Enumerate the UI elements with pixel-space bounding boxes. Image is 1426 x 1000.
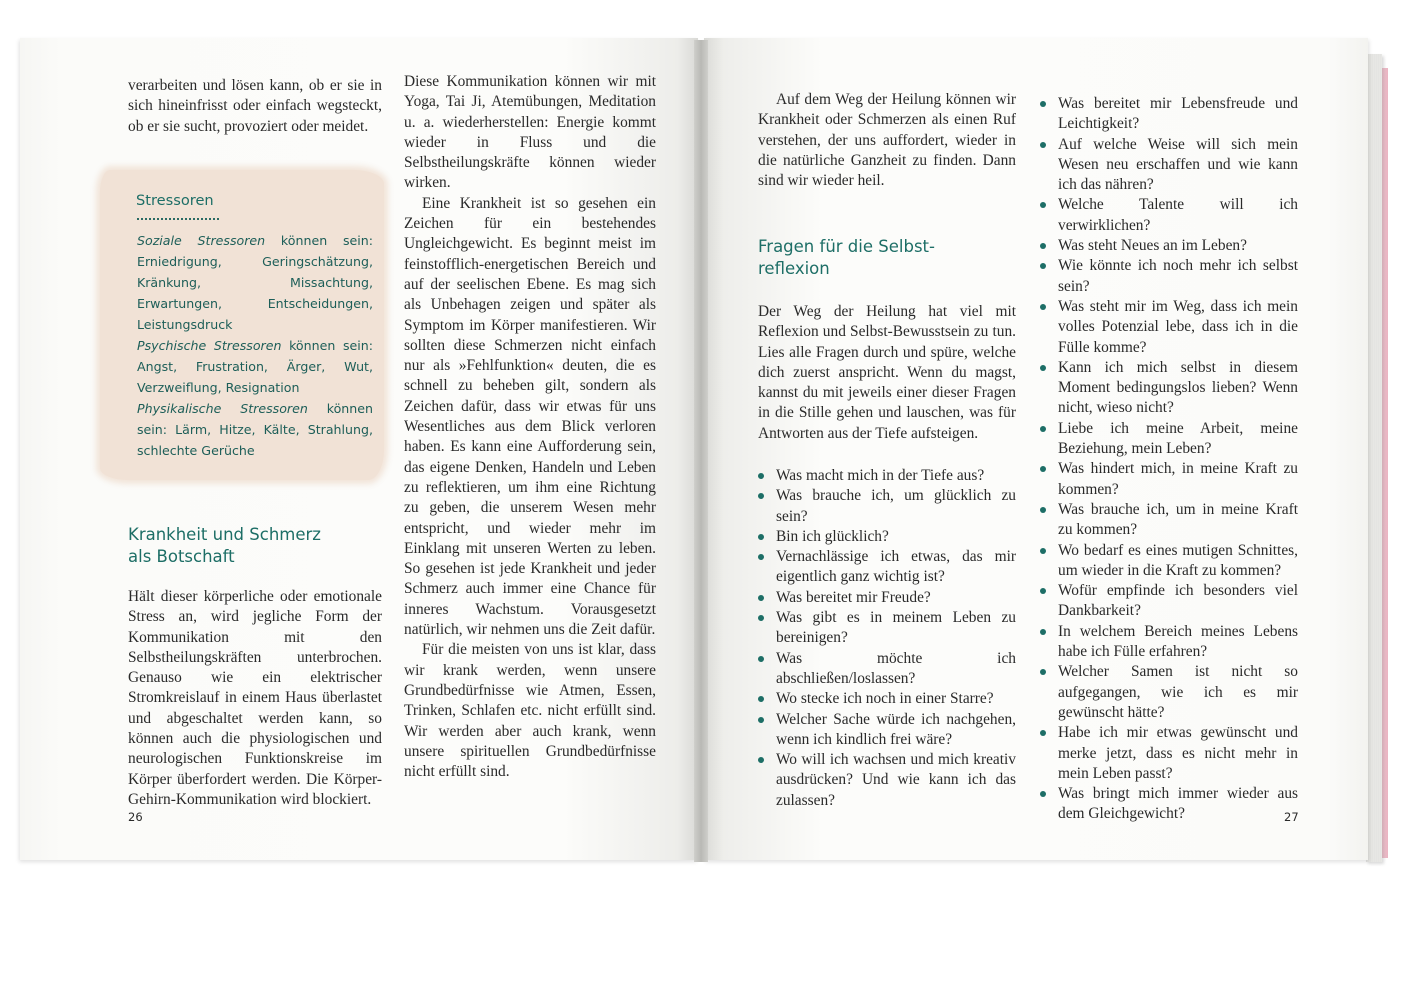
left-intro-text (128, 76, 382, 137)
book-gutter (694, 40, 708, 862)
right-body-text (758, 302, 1016, 444)
bullet-icon (758, 656, 764, 662)
question-item (758, 466, 1016, 486)
questions-col2 (1040, 94, 1298, 825)
heading-krankheit (128, 524, 321, 568)
questions-list-1 (758, 466, 1016, 811)
question-text: Wo bedarf es eines mutigen Schnittes, um wieder in die Kraft zu kommen? (1058, 541, 1298, 579)
bullet-icon (1040, 548, 1046, 554)
bullet-icon (1040, 365, 1046, 371)
question-item (758, 608, 1016, 649)
bullet-icon (1040, 101, 1046, 107)
question-item (758, 527, 1016, 547)
question-item (1040, 784, 1298, 825)
bullet-icon (758, 717, 764, 723)
bullet-icon (1040, 507, 1046, 513)
right-intro-paragraph: Auf dem Weg der Heilung können wir Krankheit oder Schmerzen als einen Ruf verstehen, der uns auffordert, wieder in die natürliche Ganzheit zu finden. Dann sind wir wieder heil. (758, 91, 1016, 190)
heading-fragen-line1: Fragen für die Selbst- (758, 237, 935, 256)
stressors-social-label: Soziale Stressoren (137, 233, 266, 248)
bullet-icon (758, 493, 764, 499)
left-column2-text (404, 72, 656, 782)
page-edge-pink (1382, 68, 1388, 858)
question-item (758, 486, 1016, 527)
question-item (758, 588, 1016, 608)
stressors-physical-label: Physikalische Stressoren (137, 401, 308, 416)
right-body-paragraph: Der Weg der Heilung hat viel mit Reflexion und Selbst-Bewusstsein zu tun. Lies alle Fragen durch und spüre, welche dich zuerst anspricht. Wenn du magst, kannst du mit jeweils einer dieser Fragen in die Stille gehen und lauschen, was für Antworten aus der Tiefe aufsteigen. (758, 303, 1016, 442)
bullet-icon (1040, 426, 1046, 432)
stressors-social (137, 230, 373, 335)
page-number-left: 26 (128, 810, 143, 824)
question-text: Wofür empfinde ich besonders viel Dankbarkeit? (1058, 582, 1298, 620)
left-lower-paragraph: Hält dieser körperliche oder emotionale Stress an, wird jegliche Form der Kommunikation mit den Selbstheilungskräften unterbrochen. Genauso wie ein elektrischer Stromkreislauf in einem Haus überlastet und abgeschaltet werden kann, so können auch die physiologischen und neurologischen Funktionskreise im Körper überfordert werden. Die Körper-Gehirn-Kommunikation wird blockiert. (128, 588, 382, 808)
question-text: Was steht Neues an im Leben? (1058, 237, 1247, 255)
question-text: Wie könnte ich noch mehr ich selbst sein? (1058, 257, 1298, 295)
questions-col1 (758, 466, 1016, 811)
question-item (1040, 358, 1298, 419)
bullet-icon (758, 696, 764, 702)
left-lower-text (128, 587, 382, 810)
questions-list-2 (1040, 94, 1298, 825)
question-item (1040, 236, 1298, 256)
col2-paragraph-1: Diese Kommunikation können wir mit Yoga, Tai Ji, Atemübungen, Meditation u. a. wiederherstellen: Energie kommt wieder in Fluss und die Selbstheilungskräfte können wieder wirken. (404, 73, 656, 192)
stressors-title: Stressoren (136, 192, 214, 209)
question-item (1040, 662, 1298, 723)
bullet-icon (1040, 263, 1046, 269)
question-text: Auf welche Weise will sich mein Wesen neu erschaffen und wie kann ich das nähren? (1058, 135, 1298, 194)
question-text: Was gibt es in meinem Leben zu bereinigen? (776, 609, 1016, 647)
question-item (1040, 581, 1298, 622)
question-item (1040, 297, 1298, 358)
page-number-right: 27 (1284, 810, 1299, 824)
bullet-icon (1040, 466, 1046, 472)
question-text: Was bringt mich immer wieder aus dem Gleichgewicht? (1058, 785, 1298, 823)
question-item (758, 750, 1016, 811)
bullet-icon (758, 595, 764, 601)
question-text: Was brauche ich, um in meine Kraft zu kommen? (1058, 500, 1298, 539)
col2-paragraph-2: Eine Krankheit ist so gesehen ein Zeichen für ein bestehendes Ungleichgewicht. Es beginnt meist im feinstofflich-energetischen Bereich und auf der seelischen Ebene. Es mag sich als Unbehagen zeigen und später als Symptom im Körper manifestieren. Wir sollten diese Schmerzen nicht einfach nur als »Fehlfunktion« deuten, die es schnell zu beheben gilt, sondern als Zeichen dafür, dass wir etwas für uns Wesentliches aus dem Blick verloren haben. Es kann eine Aufforderung sein, das eigene Denken, Handeln und Leben zu reflektieren, um ihm eine Richtung zu geben, die unserem Wesen mehr entspricht, und wieder mehr im Einklang mit unseren Werten zu leben. So gesehen ist jede Krankheit und jeder Schmerz auch immer eine Chance für inneres Wachstum. Vorausgesetzt natürlich, wir nehmen uns die Zeit dafür. (404, 194, 656, 639)
bullet-icon (1040, 202, 1046, 208)
bullet-icon (758, 473, 764, 479)
heading-krankheit-line1: Krankheit und Schmerz (128, 525, 321, 544)
question-text: Kann ich mich selbst in diesem Moment bedingungslos lieben? Wenn nicht, wieso nicht? (1058, 358, 1298, 417)
question-text: Was bereitet mir Freude? (776, 588, 931, 606)
col2-paragraph-3: Für die meisten von uns ist klar, dass wir krank werden, wenn unsere Grundbedürfnisse wie Atmen, Essen, Trinken, Schlafen etc. nicht erfüllt sind. Wir werden aber auch krank, wenn unsere spirituellen Grundbedürfnisse nicht erfüllt sind. (404, 641, 656, 781)
question-text: Welche Talente will ich verwirklichen? (1058, 196, 1298, 234)
question-item (1040, 622, 1298, 663)
heading-fragen-line2: reflexion (758, 259, 830, 278)
stressors-title-dots (137, 218, 219, 220)
question-item (758, 547, 1016, 588)
bullet-icon (1040, 629, 1046, 635)
question-item (1040, 459, 1298, 500)
bullet-icon (1040, 304, 1046, 310)
question-item (1040, 195, 1298, 236)
bullet-icon (758, 534, 764, 540)
question-item (1040, 256, 1298, 297)
bullet-icon (1040, 791, 1046, 797)
question-text: Was steht mir im Weg, dass ich mein volles Potenzial lebe, dass ich in die Fülle komme? (1058, 297, 1298, 356)
question-text: Was brauche ich, um glücklich zu sein? (776, 487, 1016, 525)
stressors-physical (137, 398, 373, 461)
heading-krankheit-line2: als Botschaft (128, 547, 235, 566)
question-item (1040, 723, 1298, 784)
bullet-icon (1040, 730, 1046, 736)
question-text: Was möchte ich abschließen/loslassen? (776, 649, 1016, 687)
question-text: Wo stecke ich noch in einer Starre? (776, 690, 994, 708)
question-text: Wo will ich wachsen und mich kreativ ausdrücken? Und wie kann ich das zulassen? (776, 751, 1016, 809)
stressors-psychic (137, 335, 373, 398)
bullet-icon (1040, 142, 1046, 148)
question-text: Welcher Samen ist nicht so aufgegangen, wie ich es mir gewünscht hätte? (1058, 663, 1298, 721)
question-item (1040, 94, 1298, 135)
right-intro-text (758, 90, 1016, 191)
stressors-psychic-label: Psychische Stressoren (137, 338, 282, 353)
stressors-text (137, 230, 373, 461)
question-item (1040, 541, 1298, 582)
left-intro-paragraph: verarbeiten und lösen kann, ob er sie in sich hineinfrisst oder einfach wegsteckt, ob er sie sucht, provoziert oder meidet. (128, 77, 382, 135)
stressors-psychic-text: können sein: Angst, Frustration, Ärger, Wut, Verzweiflung, Resignation (137, 338, 373, 395)
question-text: Was bereitet mir Lebensfreude und Leichtigkeit? (1058, 95, 1298, 133)
bullet-icon (758, 615, 764, 621)
question-item (1040, 500, 1298, 541)
question-item (758, 710, 1016, 751)
question-item (758, 689, 1016, 709)
question-text: Was hindert mich, in meine Kraft zu kommen? (1058, 460, 1298, 498)
question-text: Habe ich mir etwas gewünscht und merke jetzt, dass es nicht mehr in mein Leben passt? (1058, 724, 1298, 782)
bullet-icon (758, 757, 764, 763)
question-item (758, 649, 1016, 690)
question-item (1040, 135, 1298, 196)
question-text: Bin ich glücklich? (776, 527, 889, 545)
stressors-physical-text: können sein: Lärm, Hitze, Kälte, Strahlung, schlechte Gerüche (137, 401, 373, 458)
bullet-icon (1040, 588, 1046, 594)
stressors-social-text: können sein: Erniedrigung, Geringschätzung, Kränkung, Missachtung, Erwartungen, Entscheidungen, Leistungsdruck (137, 233, 373, 332)
bullet-icon (758, 554, 764, 560)
question-text: Vernachlässige ich etwas, das mir eigentlich ganz wichtig ist? (776, 548, 1016, 586)
question-item (1040, 419, 1298, 460)
question-text: Welcher Sache würde ich nachgehen, wenn ich kindlich frei wäre? (776, 710, 1016, 748)
heading-fragen (758, 236, 935, 280)
question-text: Liebe ich meine Arbeit, meine Beziehung, mein Leben? (1058, 419, 1298, 458)
question-text: Was macht mich in der Tiefe aus? (776, 467, 985, 484)
question-text: In welchem Bereich meines Lebens habe ich Fülle erfahren? (1058, 622, 1298, 661)
bullet-icon (1040, 669, 1046, 675)
bullet-icon (1040, 243, 1046, 249)
page-edge-stack (1366, 54, 1382, 862)
